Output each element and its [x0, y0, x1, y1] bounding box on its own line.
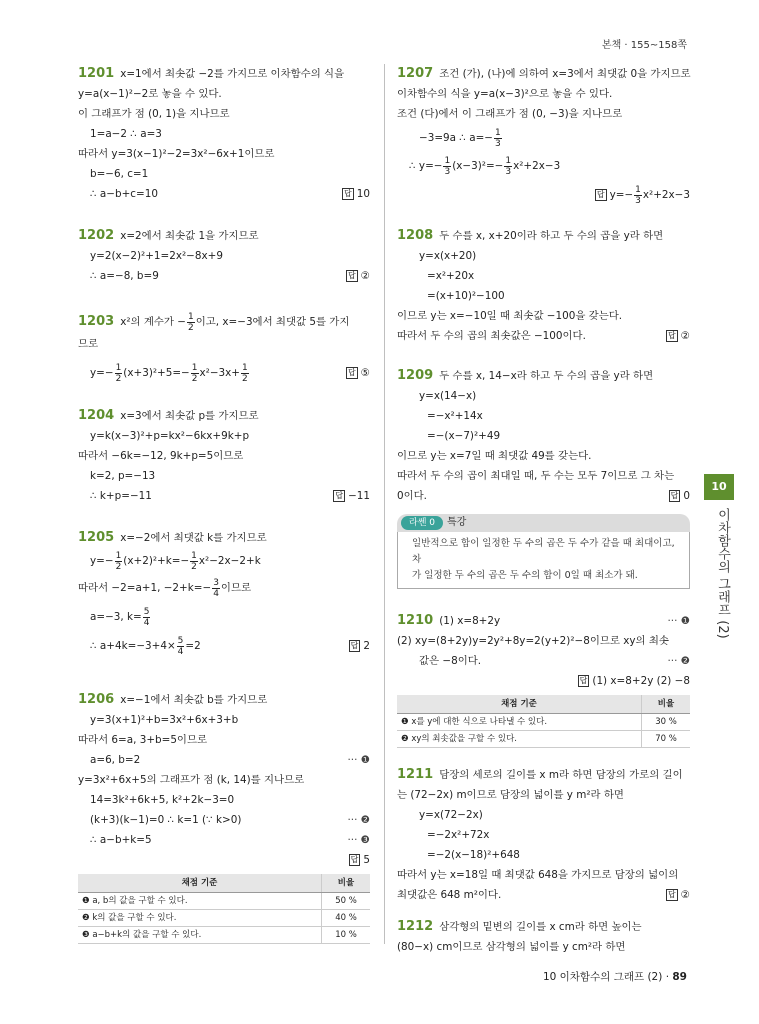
answer: 답 ② — [667, 889, 690, 901]
answer: 답 5 — [350, 854, 370, 866]
right-column — [397, 64, 690, 957]
problem-1208: 1208 두 수를 x, x+20이라 하고 두 수의 곱을 y라 하면 y=x(x+20) =x²+20x =(x+10)²−100 이므로 y는 x=−10일 때 최솟값 −100을 갖는다. 따라서 두 수의 곱의 최솟값은 −100이다. 답 ② — [397, 226, 690, 366]
problem-1207: 1207 조건 (가), (나)에 의하여 x=3에서 최댓값 0을 가지므로 이차함수의 식을 y=a(x−3)²으로 놓을 수 있다. 조건 (다)에서 이 그래프가 점 (0, −3)을 지나므로 −3=9a ∴ a=− $\frac{1}{3}$ ∴ y=− $\frac{1}{3}$ (x−3)²=− $\frac{1}{3}$ x²+2x−3 답 y=− $\frac{1}{3}$ x²+2x−3 — [397, 64, 690, 226]
problem-number: 1202 — [78, 228, 115, 243]
page-header: 본책 · 155~158쪽 — [601, 40, 687, 51]
table-row: ❷ k의 값을 구할 수 있다. 40 % — [78, 910, 370, 927]
problem-1202: 1202 x=2에서 최솟값 1을 가지므로 y=2(x−2)²+1=2x²−8x+9 ∴ a=−8, b=9 답 ② — [78, 226, 370, 310]
table-row: ❶ x를 y에 대한 식으로 나타낼 수 있다. 30 % — [397, 714, 690, 731]
chapter-title: 이차함수의 그래프 (2) — [715, 508, 730, 639]
left-column — [78, 64, 370, 944]
answer: 답 10 — [344, 188, 370, 200]
column-divider — [384, 64, 385, 944]
table-row: ❷ xy의 최솟값을 구할 수 있다. 70 % — [397, 731, 690, 748]
answer: 답 ⑤ — [347, 367, 370, 379]
problem-1203: 1203 x²의 계수가 − $\frac{1}{2}$ 이고, x=−3에서 최댓값 5를 가지 므로 y=− $\frac{1}{2}$ (x+3)²+5=− $\frac{1}{2}$ x²−3x+ $\frac{1}{2}$ 답 ⑤ — [78, 310, 370, 406]
problem-number: 1203 — [78, 314, 115, 329]
problem-1205: 1205 x=−2에서 최댓값 k를 가지므로 y=− $\frac{1}{2}$ (x+2)²+k=− $\frac{1}{2}$ x²−2x−2+k 따라서 −2=a+1, −2+k=− $\frac{3}{4}$ 이므로 a=−3, k= $\frac{5}{4}$ ∴ a+4k=−3+4× $\frac{5}{4}$ =2 답 2 — [78, 528, 370, 690]
problem-number: 1205 — [78, 530, 115, 545]
problem-number: 1201 — [78, 66, 115, 81]
problem-1201: 1201 x=1에서 최솟값 −2를 가지므로 이차함수의 식을 y=a(x−1)²−2로 놓을 수 있다. 이 그래프가 점 (0, 1)을 지나므로 1=a−2 ∴ a=3 따라서 y=3(x−1)²−2=3x²−6x+1이므로 b=−6, c=1 ∴ a−b+c=10 답 10 — [78, 64, 370, 216]
answer: 답 2 — [350, 640, 370, 652]
problem-1204: 1204 x=3에서 최솟값 p를 가지므로 y=k(x−3)²+p=kx²−6kx+9k+p 따라서 −6k=−12, 9k+p=5이므로 k=2, p=−13 ∴ k+p=−11 답 −11 — [78, 406, 370, 528]
step-marker: ··· ❸ — [347, 834, 370, 846]
problem-number: 1212 — [397, 919, 434, 934]
step-marker: ··· ❷ — [347, 814, 370, 826]
problem-number: 1208 — [397, 228, 434, 243]
problem-1212: 1212 삼각형의 밑변의 길이를 x cm라 하면 높이는 (80−x) cm이므로 삼각형의 넓이를 y cm²라 하면 — [397, 919, 642, 953]
answer: 답 ② — [347, 270, 370, 282]
problem-1210: 1210 (1) x=8+2y ··· ❶ (2) xy=(8+2y)y=2y²+8y=2(y+2)²−8이므로 xy의 최솟 값은 −8이다. ··· ❷ 답 (1) x=8+2y (2) −8 채점 기준 비율 ❶ x를 y에 대한 식으로 나타낼 수 있다. 30 % ❷ xy의 최솟값을 구할 수 있다. 70 % — [397, 611, 690, 765]
chapter-tab: 10 — [704, 474, 734, 500]
problem-number: 1209 — [397, 368, 434, 383]
page-footer: 10 이차함수의 그래프 (2) · 89 — [542, 971, 687, 983]
problem-number: 1207 — [397, 66, 434, 81]
scoring-table: 채점 기준 비율 ❶ a, b의 값을 구할 수 있다. 50 % ❷ k의 값을 구할 수 있다. 40 % ❸ a−b+k의 값을 구할 수 있다. 10 % — [78, 874, 370, 944]
step-marker: ··· ❶ — [347, 754, 370, 766]
answer: 답 ② — [667, 330, 690, 342]
answer: 답 −11 — [335, 490, 370, 502]
step-marker: ··· ❶ — [667, 615, 690, 627]
tip-box: 라쎈 0 특강 일반적으로 합이 일정한 두 수의 곱은 두 수가 같을 때 최대이고, 차 가 일정한 두 수의 곱은 두 수의 합이 0일 때 최소가 돼. — [397, 514, 690, 589]
table-row: ❶ a, b의 값을 구할 수 있다. 50 % — [78, 893, 370, 910]
problem-number: 1206 — [78, 692, 115, 707]
scoring-table: 채점 기준 비율 ❶ x를 y에 대한 식으로 나타낼 수 있다. 30 % ❷ xy의 최솟값을 구할 수 있다. 70 % — [397, 695, 690, 748]
page-number: 89 — [672, 971, 687, 983]
tip-badge: 라쎈 0 — [401, 516, 443, 530]
step-marker: ··· ❷ — [667, 655, 690, 667]
problem-1211: 1211 담장의 세로의 길이를 x m라 하면 담장의 가로의 길이 는 (72−2x) m이므로 담장의 넓이를 y m²라 하면 y=x(72−2x) =−2x²+72x =−2(x−18)²+648 따라서 y는 x=18일 때 최댓값 648을 가지므로 담장의 넓이의 최댓값은 648 m²이다. 답 ② — [397, 765, 690, 917]
answer: 답 0 — [670, 490, 690, 502]
table-row: ❸ a−b+k의 값을 구할 수 있다. 10 % — [78, 927, 370, 944]
answer: 답 y=− $\frac{1}{3}$ x²+2x−3 — [596, 184, 690, 206]
problem-1206: 1206 x=−1에서 최솟값 b를 가지므로 y=3(x+1)²+b=3x²+6x+3+b 따라서 6=a, 3+b=5이므로 a=6, b=2 ··· ❶ y=3x²+6x+5의 그래프가 점 (k, 14)를 지나므로 14=3k²+6k+5, k²+2k−3=0 (k+3)(k−1)=0 ∴ k=1 (∵ k>0) ··· ❷ ∴ a−b+k=5 ··· ❸ 답 5 채점 기준 비율 ❶ a, b의 값을 구할 수 있다. 50 % ❷ k의 값을 구할 수 있다. 40 % ❸ a−b+k의 값을 구할 수 있다. 10 % — [78, 690, 370, 944]
problem-number: 1211 — [397, 767, 434, 782]
problem-1209: 1209 두 수를 x, 14−x라 하고 두 수의 곱을 y라 하면 y=x(14−x) =−x²+14x =−(x−7)²+49 이므로 y는 x=7일 때 최댓값 49를 갖는다. 따라서 두 수의 곱이 최대일 때, 두 수는 모두 7이므로 그 차는 0이다. 답 0 — [397, 366, 690, 514]
answer: 답 (1) x=8+2y (2) −8 — [579, 675, 690, 687]
problem-number: 1204 — [78, 408, 115, 423]
problem-number: 1210 — [397, 613, 434, 628]
